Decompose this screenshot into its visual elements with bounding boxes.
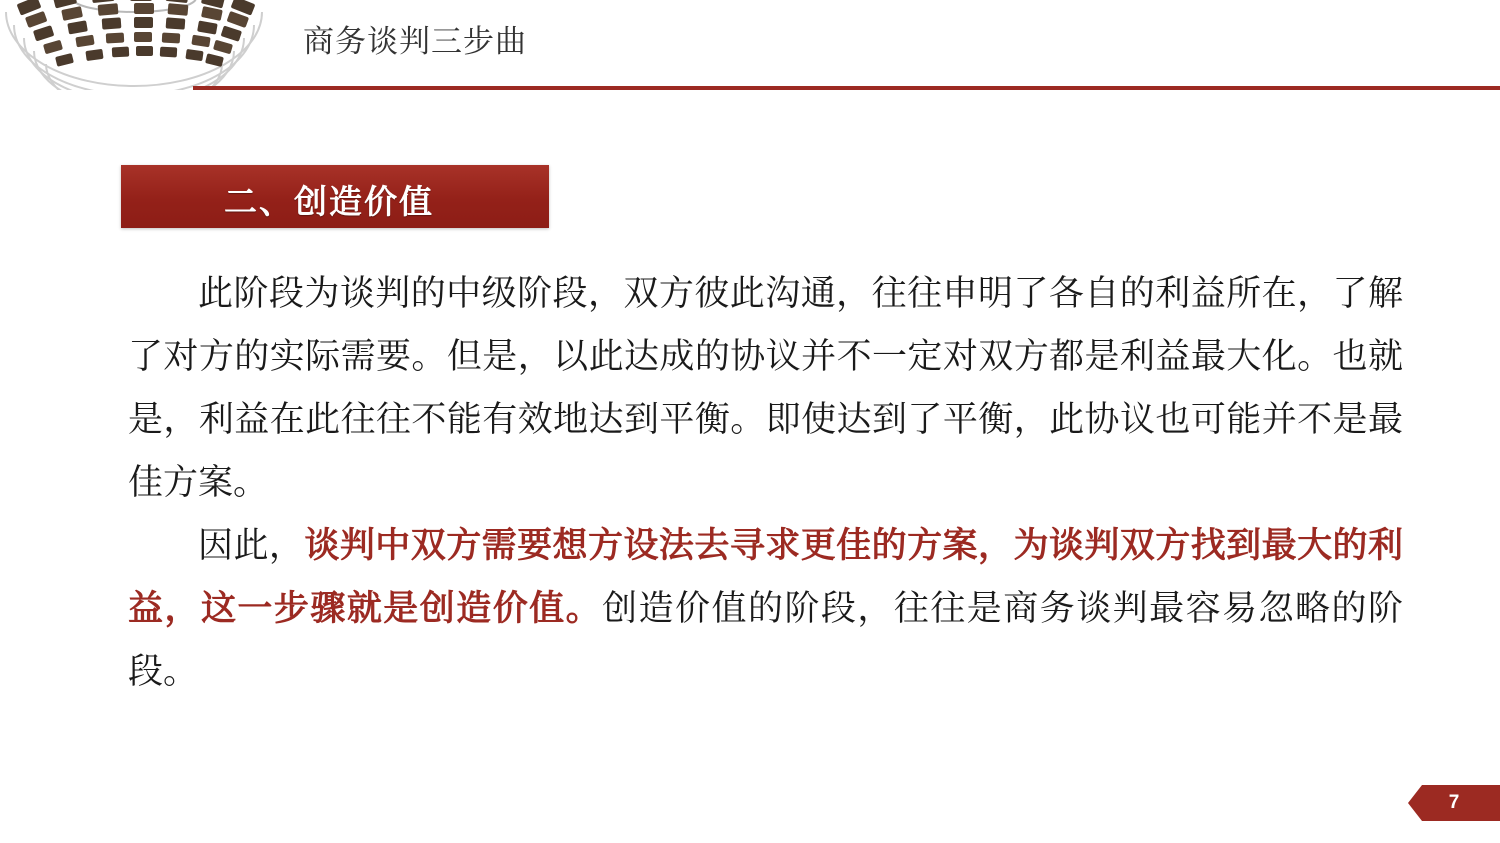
paragraph-2-highlight: 谈判中双方需要想方设法去寻求更佳的方案，为谈判双方找到最大的利益，这一步骤就是创造价值。: [128, 526, 1403, 628]
body-content: [128, 262, 1403, 703]
paragraph-2: [128, 514, 1403, 703]
paragraph-1: 此阶段为谈判的中级阶段，双方彼此沟通，往往申明了各自的利益所在，了解了对方的实际需要。但是，以此达成的协议并不一定对双方都是利益最大化。也就是，利益在此往往不能有效地达到平衡。即使达到了平衡，此协议也可能并不是最佳方案。: [128, 274, 1403, 502]
section-title-text: 二、创造价值: [224, 183, 434, 220]
auditorium-seats-icon: [0, 0, 268, 90]
page-number-tag: [1408, 785, 1500, 821]
header-divider: [193, 86, 1500, 90]
page-title: 商务谈判三步曲: [303, 24, 527, 59]
paragraph-2-lead: 因此，: [198, 526, 305, 565]
section-title-band: [121, 165, 549, 228]
page-number: 7: [1448, 792, 1460, 813]
slide-header: [0, 0, 1500, 96]
paragraph-2-tail: 创造价值的阶段，往往是商务谈判最容易忽略的阶段。: [128, 589, 1403, 691]
